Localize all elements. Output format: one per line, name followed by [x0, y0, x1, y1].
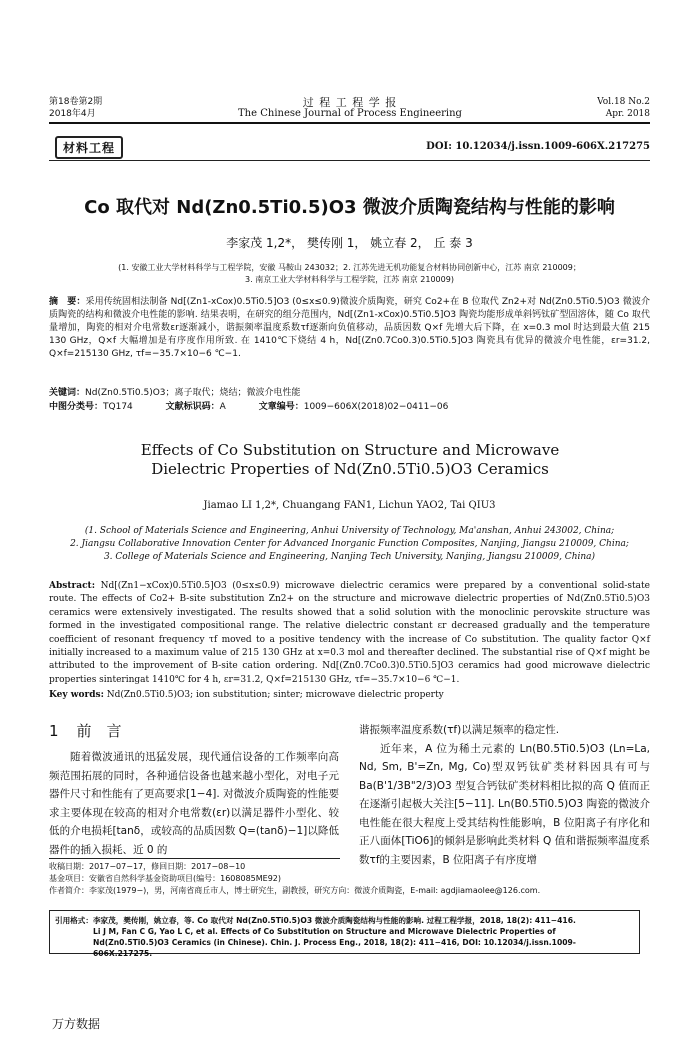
clc-value: TQ174	[103, 402, 133, 412]
affiliations-en	[49, 525, 650, 564]
affiliation-en-line: (1. School of Materials Science and Engineering, Anhui University of Technology, Ma'anshan, Anhui 243002, China;	[84, 526, 615, 536]
journal-title-en: The Chinese Journal of Process Engineering	[238, 108, 462, 119]
abstract-cn	[49, 296, 650, 361]
footnote-received: 收稿日期：2017−07−17，修回日期：2017−08−10	[49, 862, 246, 871]
keywords-en-label: Key words:	[49, 690, 104, 700]
footnote-fund: 基金项目：安徽省自然科学基金资助项目(编号：1608085ME92)	[49, 874, 282, 883]
article-number-label: 文章编号：	[258, 402, 304, 412]
section-title: 前 言	[76, 722, 122, 740]
affiliation-cn-line: 3. 南京工业大学材料科学与工程学院，江苏 南京 210009)	[245, 275, 454, 284]
affiliations-cn	[49, 262, 650, 286]
section-heading	[49, 720, 122, 741]
keywords-en	[49, 689, 650, 702]
keywords-en-text: Nd(Zn0.5Ti0.5)O3; ion substitution; sinter; microwave dielectric property	[106, 690, 444, 700]
citation-cn: 引用格式：李家茂，樊传刚，姚立春，等. Co 取代对 Nd(Zn0.5Ti0.5)O3 微波介质陶瓷结构与性能的影响. 过程工程学报，2018, 18(2): 411−416.	[55, 916, 576, 925]
affiliation-cn-line: (1. 安徽工业大学材料科学与工程学院，安徽 马鞍山 243032；2. 江苏先进无机功能复合材料协同创新中心，江苏 南京 210009；	[118, 263, 581, 272]
header-volume-cn: 第18卷第2期	[49, 97, 103, 107]
keywords-cn	[49, 387, 650, 400]
header-date-en: Apr. 2018	[605, 109, 650, 119]
body-paragraph: 随着微波通讯的迅猛发展，现代通信设备的工作频率向高频范围拓展的同时，各种通信设备也越来越小型化，对电子元器件尺寸和性能有了更高要求[1−4]. 对微波介质陶瓷的性能要求主要体现在较高的相对介电常数(εr)以满足器件小型化、较低的介电损耗[tanδ，或较高的品质因数 Q=(tanδ)−1]以降低器件的插入损耗、近 0 的	[49, 751, 339, 856]
doi: DOI: 10.12034/j.issn.1009-606X.217275	[426, 141, 650, 152]
section-number: 1	[49, 722, 59, 740]
affiliation-en-line: 3. College of Materials Science and Engineering, Nanjing Tech University, Nanjing, Jiangsu 210009, China)	[103, 552, 596, 562]
authors-en: Jiamao LI 1,2*, Chuangang FAN1, Lichun YAO2, Tai QIU3	[203, 500, 496, 511]
header-date-cn: 2018年4月	[49, 109, 96, 119]
citation-box	[49, 910, 640, 958]
doc-code-label: 文献标识码：	[165, 402, 220, 412]
journal-title-cn: 过 程 工 程 学 报	[302, 96, 398, 109]
footnote-rule	[49, 858, 340, 859]
article-number-value: 1009−606X(2018)02−0411−06	[303, 402, 449, 412]
watermark-text: 万方数据	[52, 1017, 101, 1031]
body-left-column	[49, 748, 339, 859]
clc-label: 中图分类号：	[49, 402, 104, 412]
doi-rule	[49, 160, 650, 161]
section-badge: 材料工程	[55, 136, 123, 159]
citation-en: Li J M, Fan C G, Yao L C, et al. Effects of Co Substitution on Structure and Microwave Dielectric Properties of Nd(Zn0.5Ti0.5)O3 Ceramics (in Chinese). Chin. J. Process Eng., 2018, 18(2): 411−416, DOI: 10.12034/j.issn.1009-606X.217275.	[93, 927, 576, 958]
abstract-en-label: Abstract:	[49, 581, 96, 591]
header-volume-en: Vol.18 No.2	[597, 97, 650, 107]
title-en: Effects of Co Substitution on Structure and Microwave Dielectric Properties of Nd(Zn0.5Ti0.5)O3 Ceramics	[140, 441, 560, 478]
keywords-cn-text: Nd(Zn0.5Ti0.5)O3；离子取代；烧结；微波介电性能	[85, 388, 301, 398]
abstract-en	[49, 580, 650, 687]
header-rule	[49, 122, 650, 124]
footnote-author: 作者简介：李家茂(1979−)，男，河南省商丘市人，博士研究生，副教授，研究方向：微波介质陶瓷，E-mail: agdjiamaolee@126.com.	[49, 886, 541, 895]
abstract-cn-text: 采用传统固相法制备 Nd[(Zn1-xCox)0.5Ti0.5]O3 (0≤x≤0.9)微波介质陶瓷，研究 Co2+在 B 位取代 Zn2+对 Nd(Zn0.5Ti0.5)O3 微波介质陶瓷的结构和微波介电性能的影响. 结果表明，在研究的组分范围内，Nd[(Zn1-xCox)0.5Ti0.5]O3 陶瓷均能形成单斜钙钛矿型固溶体，随 Co 取代量增加，陶瓷的相对介电常数εr逐渐减小，谐振频率温度系数τf逐渐向负值移动，品质因数 Q×f 先增大后下降，在 x=0.3 mol 时达到最大值 215 130 GHz，Q×f 大幅增加是有序度作用所致. 在 1410℃下烧结 4 h，Nd[(Zn0.7Co0.3)0.5Ti0.5]O3 陶瓷具有优异的微波介电性能，εr=31.2, Q×f=215130 GHz, τf=−35.7×10−6 ℃−1.	[49, 297, 650, 359]
authors-cn: 李家茂 1,2*， 樊传刚 1， 姚立春 2， 丘 泰 3	[226, 236, 473, 250]
doc-code-value: A	[219, 402, 226, 412]
classification-cn	[49, 401, 650, 414]
abstract-cn-label: 摘 要：	[49, 297, 86, 307]
body-paragraph: 谐振频率温度系数(τf)以满足频率的稳定性.	[359, 724, 560, 736]
body-right-column	[359, 721, 650, 869]
body-paragraph: 近年来，A 位为稀土元素的 Ln(B0.5Ti0.5)O3 (Ln=La, Nd, Sm, B'=Zn, Mg, Co)型双钙钛矿类材料因具有可与 Ba(B'1/3B"2/3)O3 型复合钙钛矿类材料相比拟的高 Q 值而正在逐渐引起极大关注[5−11]. Ln(B0.5Ti0.5)O3 陶瓷的微波介电性能在很大程度上受其结构性能影响，B 位阳离子有序化和正八面体[TiO6]的倾斜是影响此类材料 Q 值和谐振频率温度系数τf的主要因素，B 位阳离子有序度增	[359, 742, 650, 866]
keywords-cn-label: 关键词：	[49, 388, 86, 398]
abstract-en-text: Nd[(Zn1−xCox)0.5Ti0.5]O3 (0≤x≤0.9) microwave dielectric ceramics were prepared by a conventional solid-state route. The effects of Co2+ B-site substitution Zn2+ on the structure and microwave dielectric properties of Nd(Zn0.5Ti0.5)O3 ceramics were extensively investigated. The results showed that a solid solution with the monoclinic perovskite structure was formed in the investigated compositional range. The relative dielectric constant εr decreased gradually and the temperature coefficient of resonant frequency τf moved to a positive tendency with the increase of Co substitution. The quality factor Q×f initially increased to a maximum value of 215 130 GHz at x=0.3 mol and thereafter declined. The substantial rise of Q×f might be attributed to the improvement of B-site cation ordering. Nd[(Zn0.7Co0.3)0.5Ti0.5]O3 ceramics had good microwave dielectric properties sinteringat 1410℃ for 4 h, εr=31.2, Q×f=215130 GHz, τf=−35.7×10−6 ℃−1.	[49, 581, 650, 685]
affiliation-en-line: 2. Jiangsu Collaborative Innovation Center for Advanced Inorganic Function Composites, Nanjing, Jiangsu 210009, China;	[70, 539, 629, 549]
title-cn: Co 取代对 Nd(Zn0.5Ti0.5)O3 微波介质陶瓷结构与性能的影响	[84, 197, 615, 218]
footnote	[49, 861, 650, 897]
